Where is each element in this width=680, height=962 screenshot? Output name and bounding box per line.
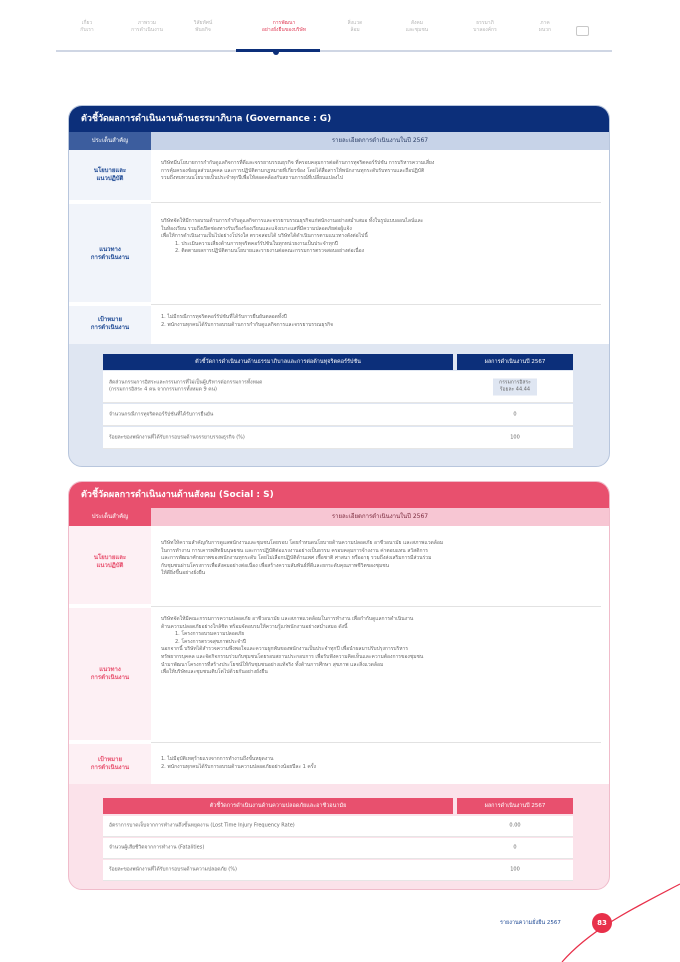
social-row-approach — [69, 608, 609, 740]
social-table-body — [69, 526, 609, 784]
social-kpi-table — [103, 798, 573, 882]
social-col-detail: รายละเอียดการดำเนินงานในปี 2567 — [151, 508, 609, 526]
kpi-row: ร้อยละของพนักงานที่ได้รับการอบรมด้านจรรยาบรรณธุรกิจ (%) 100 — [103, 427, 573, 449]
decorative-swoosh-icon — [560, 880, 680, 962]
nav-item-appendix[interactable]: ภาค ผนวก — [538, 20, 552, 33]
kpi-highlight: กรรมการอิสระ ร้อยละ 44.44 — [493, 378, 537, 395]
governance-kpi-table — [103, 354, 573, 458]
governance-table-header — [69, 132, 609, 150]
social-row-label: นโยบายและ แนวปฏิบัติ — [69, 526, 151, 604]
row-divider — [151, 742, 601, 743]
kpi-row: ร้อยละของพนักงานที่ได้รับการอบรมด้านความปลอดภัย (%) 100 — [103, 860, 573, 881]
governance-row-target — [69, 306, 609, 344]
nav-item-overview[interactable]: ภาพรวม การดำเนินงาน — [131, 20, 163, 33]
social-table-header — [69, 508, 609, 526]
kpi-row: จำนวนผู้เสียชีวิตจากการทำงาน (Fatalities) 0 — [103, 838, 573, 859]
nav-active-marker-icon — [273, 51, 279, 55]
social-kpi-header: ตัวชี้วัดการดำเนินงานด้านความปลอดภัยและอาชีวอนามัย ผลการดำเนินงานปี 2567 — [103, 798, 573, 814]
governance-kpi-header: ตัวชี้วัดการดำเนินงานด้านธรรมาภิบาลและการต่อต้านทุจริตคอร์รัปชัน ผลการดำเนินงานปี 2567 — [103, 354, 573, 370]
page-number: 83 — [592, 913, 612, 933]
governance-row-text: บริษัทมีนโยบายการกำกับดูแลกิจการที่ดีและจรรยาบรรณธุรกิจ ที่ครอบคลุมการต่อต้านการทุจริตคอร์รัปชัน การบริหารความเสี่ยง การคุ้มครองข้อมูลส่วนบุคคล และการปฏิบัติตามกฎหมายที่เกี่ยวข้อง โดยได้สื่อสารให้พนักงานทุกระดับรับทราบและถือปฏิบัติ รวมถึงทบทวนนโยบายเป็นประจำทุกปีเพื่อให้สอดคล้องกับสถานการณ์ที่เปลี่ยนแปลงไป — [161, 160, 435, 182]
social-row-label: แนวทาง การดำเนินงาน — [69, 608, 151, 740]
governance-row-approach — [69, 204, 609, 302]
governance-row-text: บริษัทจัดให้มีการอบรมด้านการกำกับดูแลกิจการและจรรยาบรรณธุรกิจแก่พนักงานอย่างสม่ำเสมอ ทั้งในรูปแบบออนไลน์และ ในห้องเรียน รวมถึงเปิดช่องทางรับเรื่องร้องเรียนและแจ้งเบาะแสที่มีความปลอดภัยต่อผู้แจ้ง เพื่อให้การดำเนินงานเป็นไปอย่างโปร่งใส ตรวจสอบได้ บริษัทได้ดำเนินการตามแนวทางดังต่อไปนี้ 1. ประเมินความเสี่ยงด้านการทุจริตคอร์รัปชันในทุกหน่วยงานเป็นประจำทุกปี 2. ติดตามผลการปฏิบัติตามนโยบายและรายงานต่อคณะกรรมการตรวจสอบอย่างต่อเนื่อง — [161, 218, 424, 255]
governance-row-label: เป้าหมาย การดำเนินงาน — [69, 306, 151, 344]
social-row-policy — [69, 526, 609, 604]
top-navigation — [56, 20, 612, 54]
nav-item-environment[interactable]: สิ่งแวด ล้อม — [347, 20, 363, 33]
governance-row-label: นโยบายและ แนวปฏิบัติ — [69, 150, 151, 200]
report-name: รายงานความยั่งยืน 2567 — [500, 920, 561, 926]
social-col-topic: ประเด็นสำคัญ — [69, 508, 151, 526]
governance-card — [68, 105, 610, 467]
nav-item-vision[interactable]: วิสัยทัศน์ พันธกิจ — [193, 20, 213, 33]
governance-table-body — [69, 150, 609, 344]
social-row-text: บริษัทจัดให้มีคณะกรรมการความปลอดภัย อาชีวอนามัย และสภาพแวดล้อมในการทำงาน เพื่อกำกับดูแลการดำเนินงาน ด้านความปลอดภัยอย่างใกล้ชิด พร้อมจัดอบรมให้ความรู้แก่พนักงานอย่างสม่ำเสมอ ดังนี้ 1. โครงการอบรมความปลอดภัย 2. โครงการตรวจสุขภาพประจำปี นอกจากนี้ บริษัทได้สำรวจความพึงพอใจและความผูกพันของพนักงานเป็นประจำทุกปี เพื่อนำผลมาปรับปรุงการบริหาร ทรัพยากรบุคคล และจัดกิจกรรมร่วมกับชุมชนโดยรอบสถานประกอบการ เพื่อรับฟังความคิดเห็นและความต้องการของชุมชน นำมาพัฒนาโครงการที่สร้างประโยชน์ให้กับชุมชนอย่างแท้จริง ทั้งด้านการศึกษา สุขภาพ และสิ่งแวดล้อม เพื่อให้บริษัทและชุมชนเติบโตไปด้วยกันอย่างยั่งยืน — [161, 616, 424, 676]
kpi-row: จำนวนกรณีการทุจริตคอร์รัปชันที่ได้รับการยืนยัน 0 — [103, 404, 573, 426]
row-divider — [151, 304, 601, 305]
governance-col-detail: รายละเอียดการดำเนินงานในปี 2567 — [151, 132, 609, 150]
nav-item-governance[interactable]: ธรรมาภิ บาลองค์กร — [473, 20, 497, 33]
row-divider — [151, 606, 601, 607]
governance-row-policy — [69, 150, 609, 200]
social-row-label: เป้าหมาย การดำเนินงาน — [69, 744, 151, 784]
nav-item-about[interactable]: เกี่ยว กับเรา — [80, 20, 94, 33]
row-divider — [151, 202, 601, 203]
governance-title: ตัวชี้วัดผลการดำเนินงานด้านธรรมาภิบาล (Governance : G) — [69, 106, 609, 132]
kpi-row: สัดส่วนกรรมการอิสระและกรรมการที่ไม่เป็นผู้บริหารต่อกรรมการทั้งหมด (กรรมการอิสระ 4 คน จากกรรมการทั้งหมด 9 คน) กรรมการอิสระ ร้อยละ 44.44 — [103, 371, 573, 403]
social-title: ตัวชี้วัดผลการดำเนินงานด้านสังคม (Social : S) — [69, 482, 609, 508]
governance-col-topic: ประเด็นสำคัญ — [69, 132, 151, 150]
nav-divider — [56, 50, 612, 52]
governance-row-text: 1. ไม่มีกรณีการทุจริตคอร์รัปชันที่ได้รับการยืนยันตลอดทั้งปี 2. พนักงานทุกคนได้รับการอบรมด้านการกำกับดูแลกิจการและจรรยาบรรณธุรกิจ — [161, 314, 334, 328]
social-row-target — [69, 744, 609, 784]
social-card — [68, 481, 610, 890]
nav-item-social[interactable]: สังคม และชุมชน — [405, 20, 429, 33]
social-row-text: บริษัทให้ความสำคัญกับการดูแลพนักงานและชุมชนโดยรอบ โดยกำหนดนโยบายด้านความปลอดภัย อาชีวอนามัย และสภาพแวดล้อม ในการทำงาน การเคารพสิทธิมนุษยชน และการปฏิบัติต่อแรงงานอย่างเป็นธรรม ครอบคลุมการจ้างงาน ค่าตอบแทน สวัสดิการ และการพัฒนาศักยภาพของพนักงานทุกระดับ โดยไม่เลือกปฏิบัติด้านเพศ เชื้อชาติ ศาสนา หรืออายุ รวมถึงส่งเสริมการมีส่วนร่วม กับชุมชนผ่านโครงการเพื่อสังคมอย่างต่อเนื่อง เพื่อสร้างความสัมพันธ์ที่ดีและยกระดับคุณภาพชีวิตของชุมชน ให้ดียิ่งขึ้นอย่างยั่งยืน — [161, 540, 444, 577]
governance-row-label: แนวทาง การดำเนินงาน — [69, 204, 151, 302]
social-row-text: 1. ไม่มีอุบัติเหตุร้ายแรงจากการทำงานถึงขั้นหยุดงาน 2. พนักงานทุกคนได้รับการอบรมด้านความปลอดภัยอย่างน้อยปีละ 1 ครั้ง — [161, 756, 316, 770]
menu-icon[interactable] — [576, 26, 589, 36]
nav-item-sustainability[interactable]: การพัฒนา อย่างยั่งยืนของบริษัท — [261, 20, 307, 33]
kpi-row: อัตราการบาดเจ็บจากการทำงานถึงขั้นหยุดงาน (Lost Time Injury Frequency Rate) 0.00 — [103, 816, 573, 837]
